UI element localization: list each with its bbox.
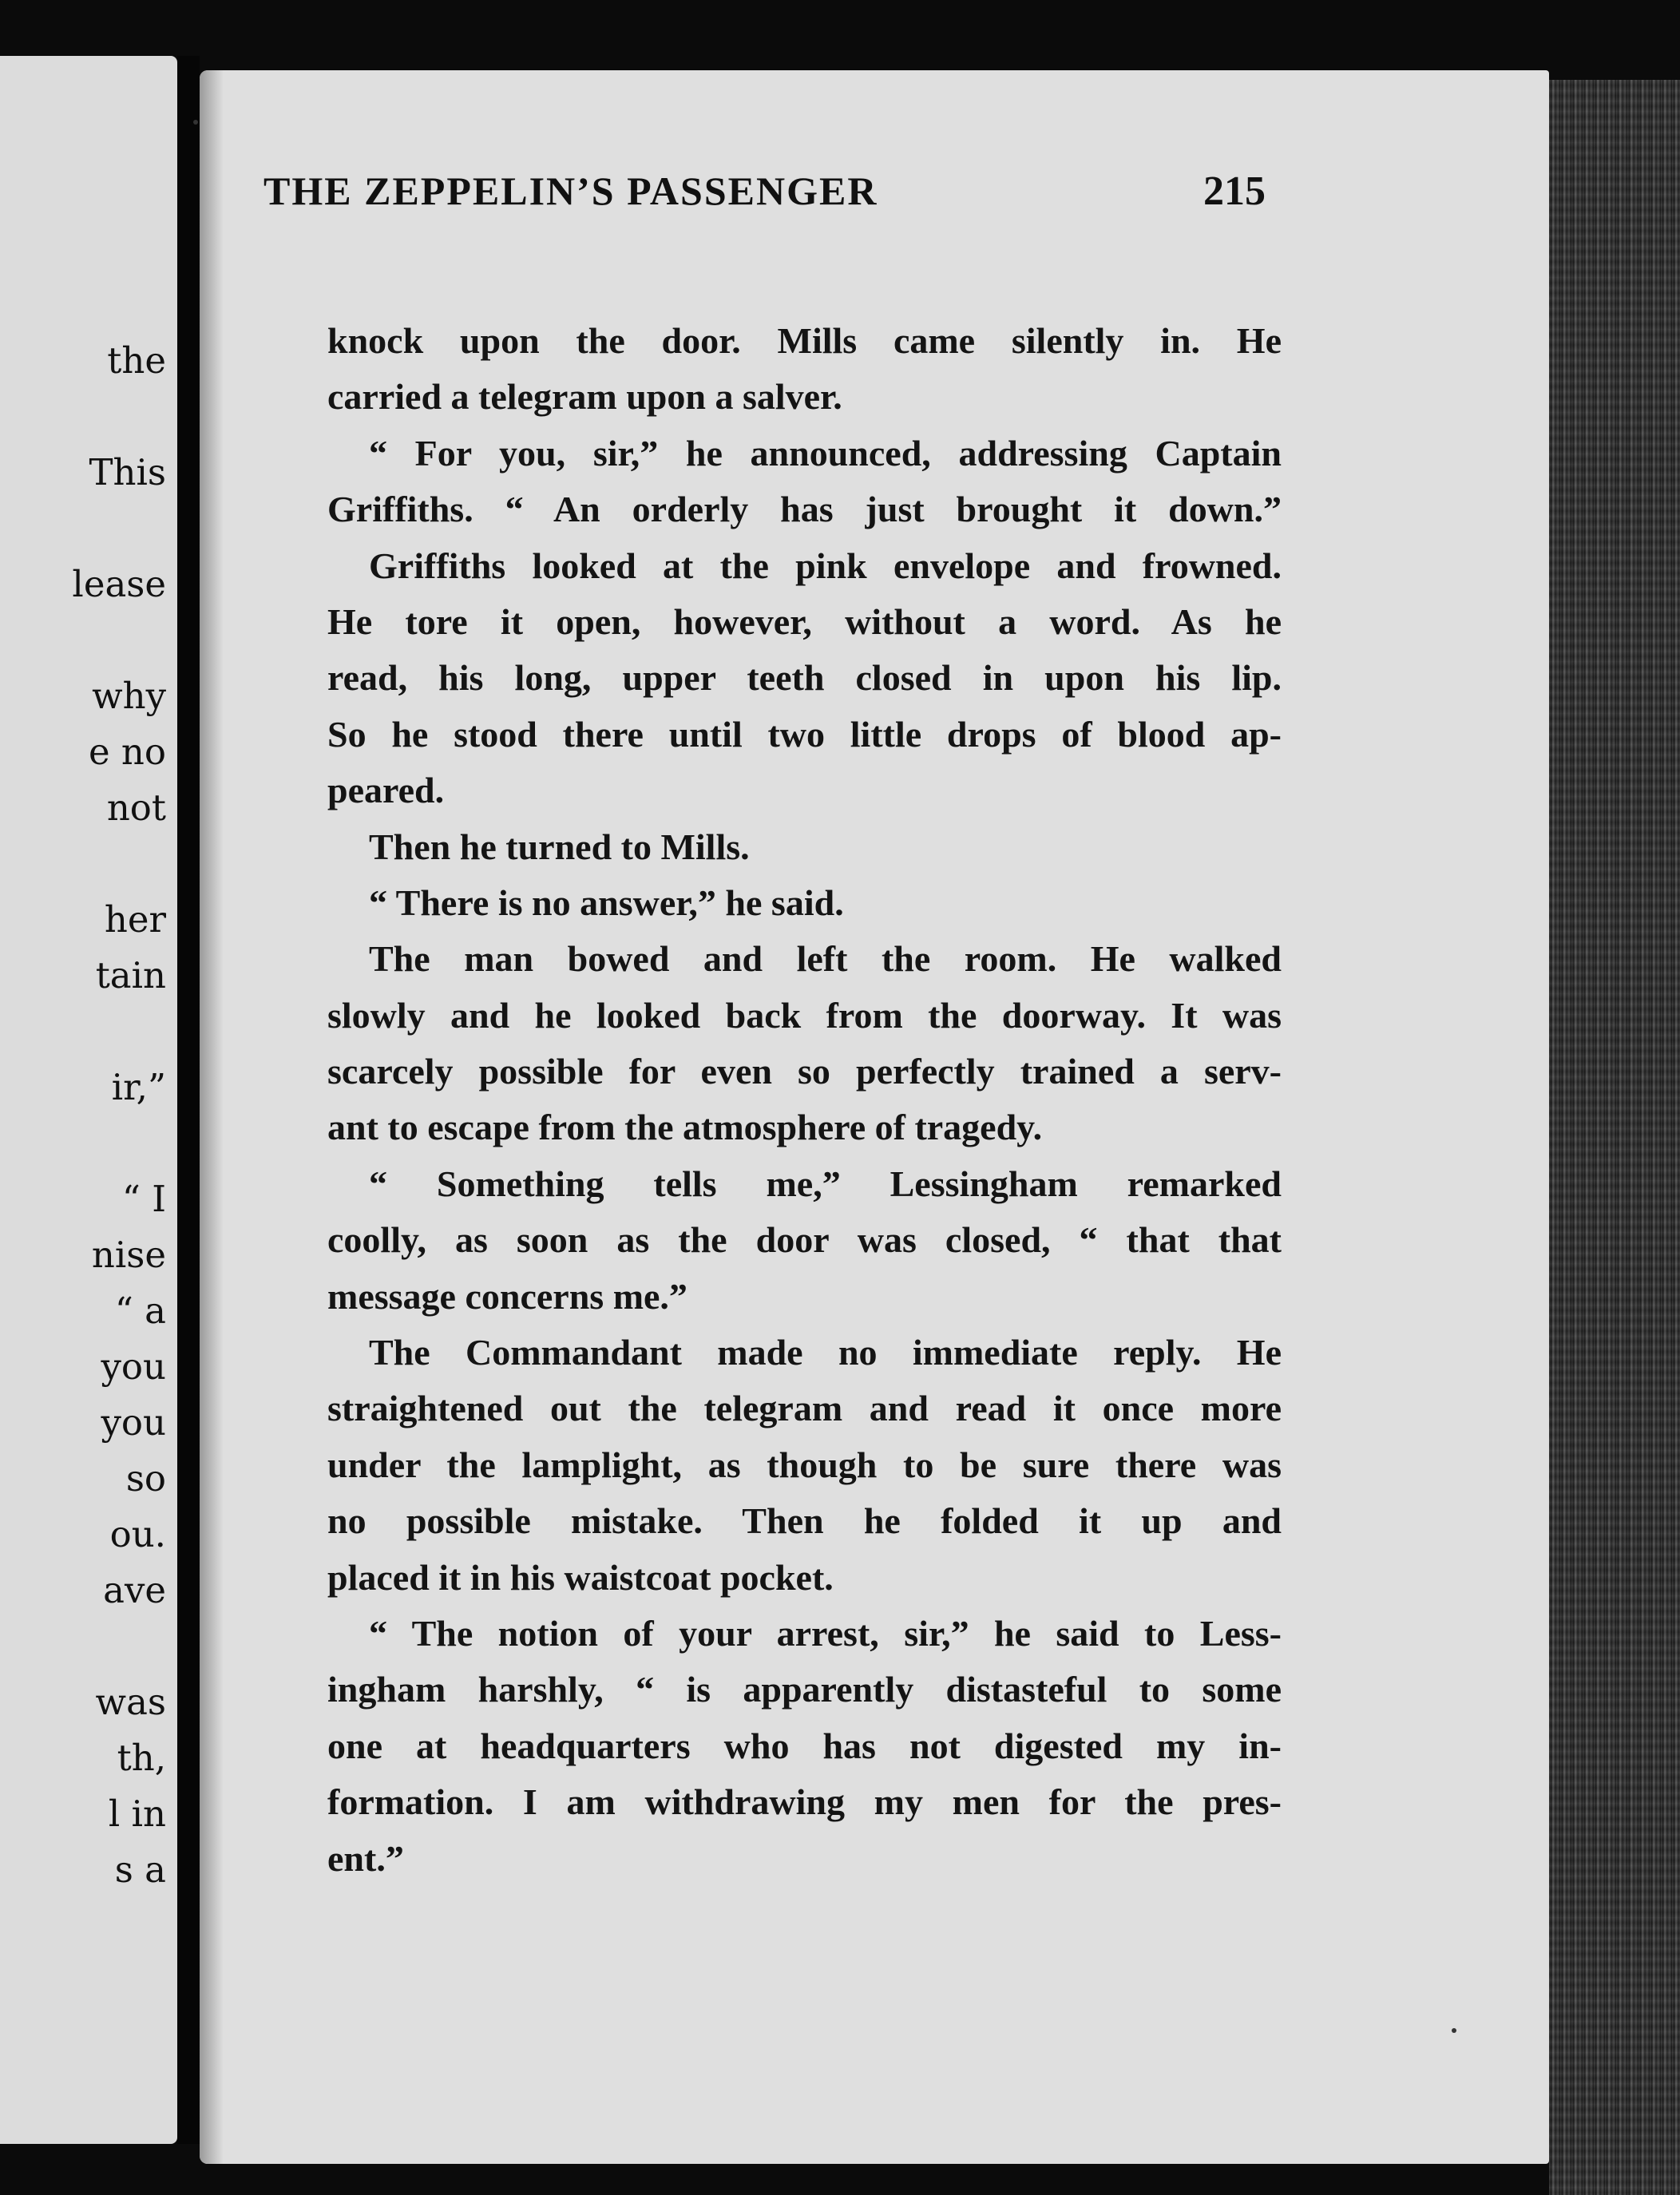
text-line: “ There is no answer,” he said. [369, 882, 844, 923]
facing-page-fragment: s a [114, 1848, 166, 1891]
text-line: slowly and he looked back from the doorway. It was [327, 994, 1282, 1036]
facing-page-fragment: th, [117, 1737, 166, 1779]
text-line: no possible mistake. Then he folded it up and [327, 1500, 1282, 1542]
facing-page-fragment: so [125, 1457, 166, 1500]
facing-page-fragment: why [92, 675, 166, 717]
text-line: carried a telegram upon a salver. [327, 376, 842, 418]
facing-page-fragment: l in [108, 1793, 166, 1835]
facing-page-fragment: her [104, 898, 166, 941]
book-gutter [177, 56, 200, 2144]
facing-page-fragment: lease [72, 563, 166, 605]
text-line: ingham harshly, “ is apparently distasteful to some [327, 1669, 1282, 1710]
text-line: “ The notion of your arrest, sir,” he said to Less- [369, 1612, 1282, 1654]
facing-page-fragment: you [101, 1401, 166, 1444]
facing-page-fragment: ir,” [111, 1066, 166, 1108]
page-fore-edge [1549, 80, 1680, 2195]
facing-page-fragment: “ a [114, 1290, 166, 1332]
running-head [263, 168, 1266, 224]
text-line: He tore it open, however, without a word. As he [327, 600, 1282, 642]
text-line: placed it in his waistcoat pocket. [327, 1556, 834, 1598]
facing-page-fragment: the [107, 339, 166, 382]
facing-page [0, 56, 177, 2144]
text-line: Griffiths looked at the pink envelope and frowned. [369, 545, 1282, 586]
running-head-title: THE ZEPPELIN’S PASSENGER [263, 168, 878, 213]
page-number: 215 [1203, 168, 1266, 214]
text-line: ent.” [327, 1837, 404, 1879]
facing-page-fragment: “ I [121, 1178, 166, 1220]
facing-page-fragment: e no [88, 731, 166, 773]
text-line: The man bowed and left the room. He walked [369, 938, 1282, 980]
page-curl-shadow [200, 70, 224, 2164]
facing-page-fragment: ave [103, 1569, 166, 1611]
facing-page-fragment: was [95, 1681, 166, 1723]
text-line: scarcely possible for even so perfectly trained a serv- [327, 1051, 1282, 1092]
text-line: peared. [327, 770, 445, 811]
facing-page-fragment: This [89, 451, 166, 493]
text-line: knock upon the door. Mills came silently in. He [327, 320, 1282, 361]
facing-page-fragment: tain [95, 954, 166, 996]
text-line: coolly, as soon as the door was closed, “ that that [327, 1219, 1282, 1261]
facing-page-fragment: not [106, 786, 166, 829]
text-line: “ For you, sir,” he announced, addressing Captain [369, 432, 1282, 473]
text-line: under the lamplight, as though to be sure there was [327, 1444, 1282, 1485]
text-line: Then he turned to Mills. [369, 826, 750, 867]
text-line: message concerns me.” [327, 1275, 687, 1317]
text-line: formation. I am withdrawing my men for the pres- [327, 1781, 1282, 1823]
text-line: one at headquarters who has not digested my in- [327, 1725, 1282, 1766]
text-line: “ Something tells me,” Lessingham remarked [369, 1163, 1282, 1204]
facing-page-fragment: you [101, 1345, 166, 1388]
text-line: So he stood there until two little drops of blood ap- [327, 713, 1282, 755]
scan-speck [193, 120, 198, 125]
body-text [327, 313, 1282, 1887]
facing-page-fragment: nise [91, 1234, 166, 1276]
scan-speck [1452, 2028, 1456, 2033]
text-line: straightened out the telegram and read it once more [327, 1388, 1282, 1429]
facing-page-fragment: ou. [109, 1513, 166, 1555]
text-line: read, his long, upper teeth closed in upon his lip. [327, 657, 1282, 699]
text-line: The Commandant made no immediate reply. He [369, 1332, 1282, 1373]
text-line: ant to escape from the atmosphere of tragedy. [327, 1107, 1043, 1148]
text-line: Griffiths. “ An orderly has just brought it down.” [327, 489, 1282, 530]
